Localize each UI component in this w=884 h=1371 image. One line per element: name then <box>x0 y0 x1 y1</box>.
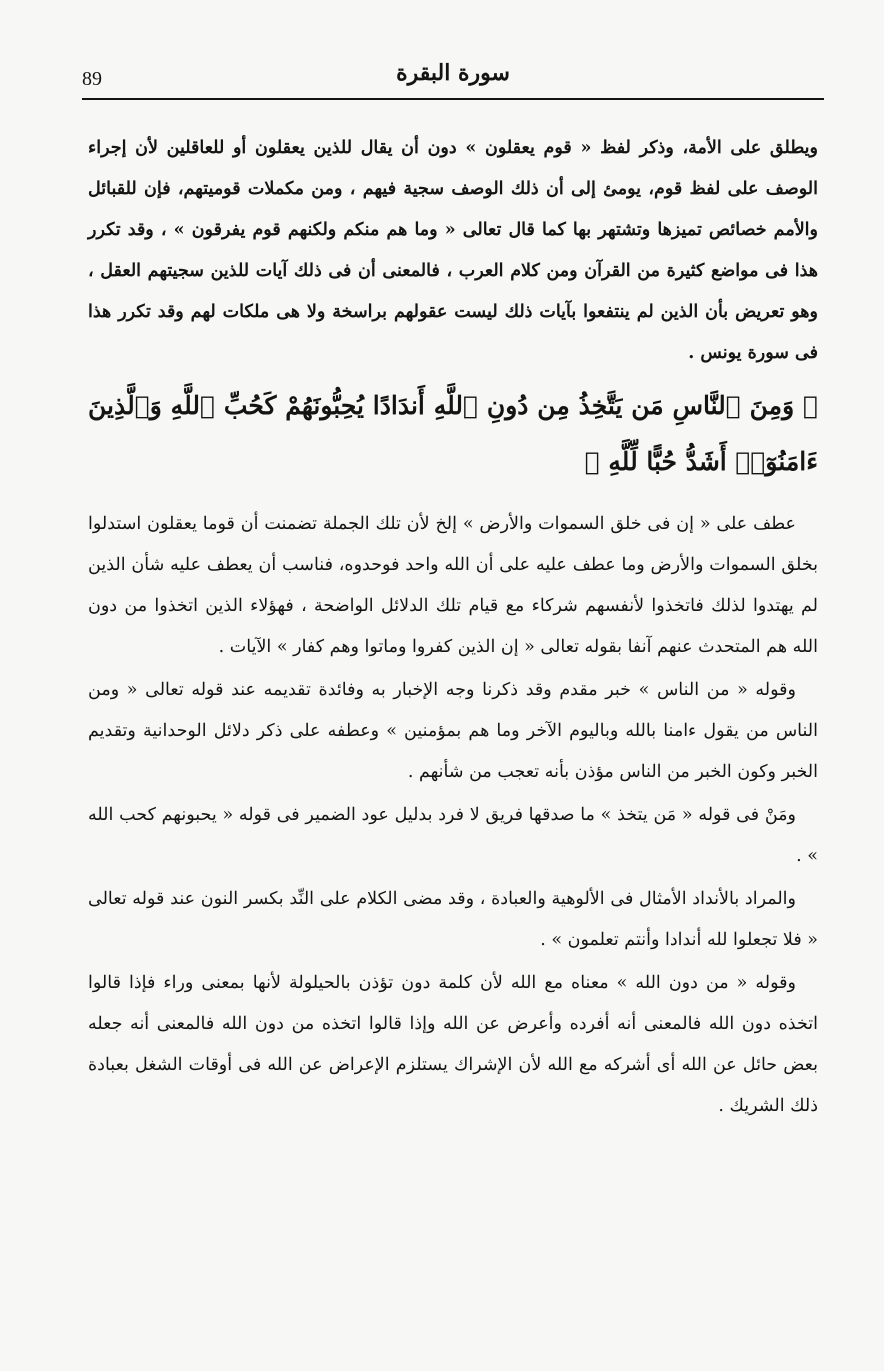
paragraph-5: والمراد بالأنداد الأمثال فى الألوهية والعبادة ، وقد مضى الكلام على النِّد بكسر النون عند قوله تعالى « فلا تجعلوا لله أندادا وأنتم تعلمون » . <box>88 889 818 950</box>
page-header <box>82 58 824 100</box>
paragraph-1: ويطلق على الأمة، وذكر لفظ « قوم يعقلون » دون أن يقال للذين يعقلون أو للعاقلين لأن إجراء الوصف على لفظ قوم، يومئ إلى أن ذلك الوصف سجية فيهم ، ومن مكملات قوميتهم، فإن للقبائل والأمم خصائص تميزها وتشتهر بها كما قال تعالى « وما هم منكم ولكنهم قوم يفرقون » ، وقد تكرر هذا فى مواضع كثيرة من القرآن ومن كلام العرب ، فالمعنى أن فى ذلك آيات للذين سجيتهم العقل ، وهو تعريض بأن الذين لم ينتفعوا بآيات ذلك ليست عقولهم براسخة ولا هى ملكات لهم وقد تكرر هذا فى سورة يونس . <box>88 138 818 363</box>
paragraph-4: ومَنْ فى قوله « مَن يتخذ » ما صدقها فريق لا فرد بدليل عود الضمير فى قوله « يحبونهم كحب الله » . <box>88 805 818 866</box>
page-number: 89 <box>82 68 102 90</box>
paragraph-3: وقوله « من الناس » خبر مقدم وقد ذكرنا وجه الإخبار به وفائدة تقديمه عند قوله تعالى « ومن الناس من يقول ءامنا بالله وباليوم الآخر وما هم بمؤمنين » وعطفه على ذكر دلائل الوحدانية وتقديم الخبر وكون الخبر من الناس مؤذن بأنه تعجب من شأنهم . <box>88 680 818 782</box>
running-title: سورة البقرة <box>396 60 510 86</box>
header-rule <box>82 98 824 100</box>
page-body <box>88 128 818 1129</box>
quran-verse: ﴿ وَمِنَ ٱلنَّاسِ مَن يَتَّخِذُ مِن دُونِ ٱللَّهِ أَندَادًا يُحِبُّونَهُمْ كَحُبِّ ٱللَّهِ وَٱلَّذِينَ ءَامَنُوٓا۟ أَشَدُّ حُبًّا لِّلَّهِ ﴾ <box>88 391 818 476</box>
paragraph-6: وقوله « من دون الله » معناه مع الله لأن كلمة دون تؤذن بالحيلولة لأنها بمعنى وراء فإذا قالوا اتخذه دون الله فالمعنى أنه أفرده وأعرض عن الله وإذا قالوا اتخذه من دون الله فالمعنى أنه جعله بعض حائل عن الله أى أشركه مع الله لأن الإشراك يستلزم الإعراض عن الله فى أوقات الشغل بعبادة ذلك الشريك . <box>88 973 818 1116</box>
paragraph-2: عطف على « إن فى خلق السموات والأرض » إلخ لأن تلك الجملة تضمنت أن قوما يعقلون استدلوا بخلق السموات والأرض وما عطف عليه على أن الله واحد فوحدوه، فناسب أن يعطف عليه شأن الذين لم يهتدوا لذلك فاتخذوا لأنفسهم شركاء مع قيام تلك الدلائل الواضحة ، فهؤلاء الذين اتخذوا من دون الله هم المتحدث عنهم آنفا بقوله تعالى « إن الذين كفروا وماتوا وهم كفار » الآيات . <box>88 514 818 657</box>
